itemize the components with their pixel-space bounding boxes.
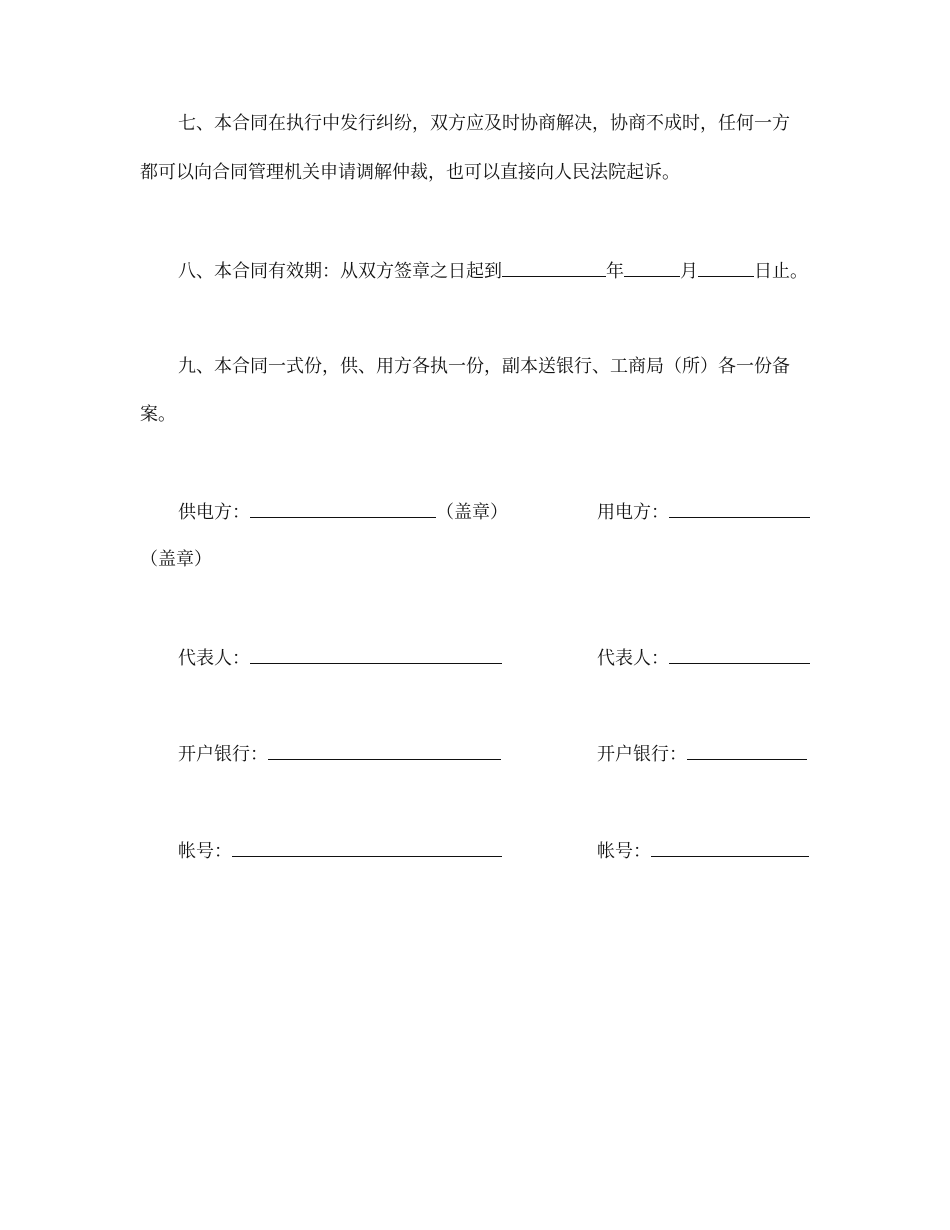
clause-8-prefix: 八、本合同有效期：从双方签章之日起到 <box>178 261 502 282</box>
clause-9-line-1: 九、本合同一式份，供、用方各执一份，副本送银行、工商局（所）各一份备 <box>178 356 790 377</box>
supplier-signature-row <box>178 499 508 525</box>
bank-row-left <box>178 741 501 767</box>
expiry-year-blank <box>502 258 606 277</box>
bank-label-left: 开户银行： <box>178 744 268 765</box>
month-label: 月 <box>680 261 698 282</box>
account-blank-right <box>651 838 809 857</box>
clause-7-line-1: 七、本合同在执行中发行纠纷，双方应及时协商解决，协商不成时，任何一方 <box>178 113 790 134</box>
clause-8 <box>178 258 808 284</box>
user-signature-row <box>597 499 810 525</box>
user-seal-label: （盖章） <box>140 549 212 570</box>
bank-row-right <box>597 741 807 767</box>
user-label: 用电方： <box>597 502 669 523</box>
supplier-label: 供电方： <box>178 502 250 523</box>
clause-7-line-2: 都可以向合同管理机关申请调解仲裁，也可以直接向人民法院起诉。 <box>140 162 680 183</box>
user-name-blank <box>669 499 810 518</box>
rep-label-left: 代表人： <box>178 648 250 669</box>
account-row-left <box>178 838 502 864</box>
rep-row-right <box>597 645 810 671</box>
account-label-left: 帐号： <box>178 841 232 862</box>
rep-blank-left <box>250 645 502 664</box>
account-label-right: 帐号： <box>597 841 651 862</box>
expiry-day-blank <box>698 258 754 277</box>
rep-blank-right <box>669 645 810 664</box>
clause-8-suffix: 日止。 <box>754 261 808 282</box>
account-row-right <box>597 838 809 864</box>
rep-label-right: 代表人： <box>597 648 669 669</box>
rep-row-left <box>178 645 502 671</box>
supplier-name-blank <box>250 499 436 518</box>
bank-blank-right <box>687 741 807 760</box>
account-blank-left <box>232 838 502 857</box>
bank-label-right: 开户银行： <box>597 744 687 765</box>
year-label: 年 <box>606 261 624 282</box>
bank-blank-left <box>268 741 501 760</box>
supplier-seal-label: （盖章） <box>436 502 508 523</box>
clause-9-line-2: 案。 <box>140 404 176 425</box>
expiry-month-blank <box>624 258 680 277</box>
